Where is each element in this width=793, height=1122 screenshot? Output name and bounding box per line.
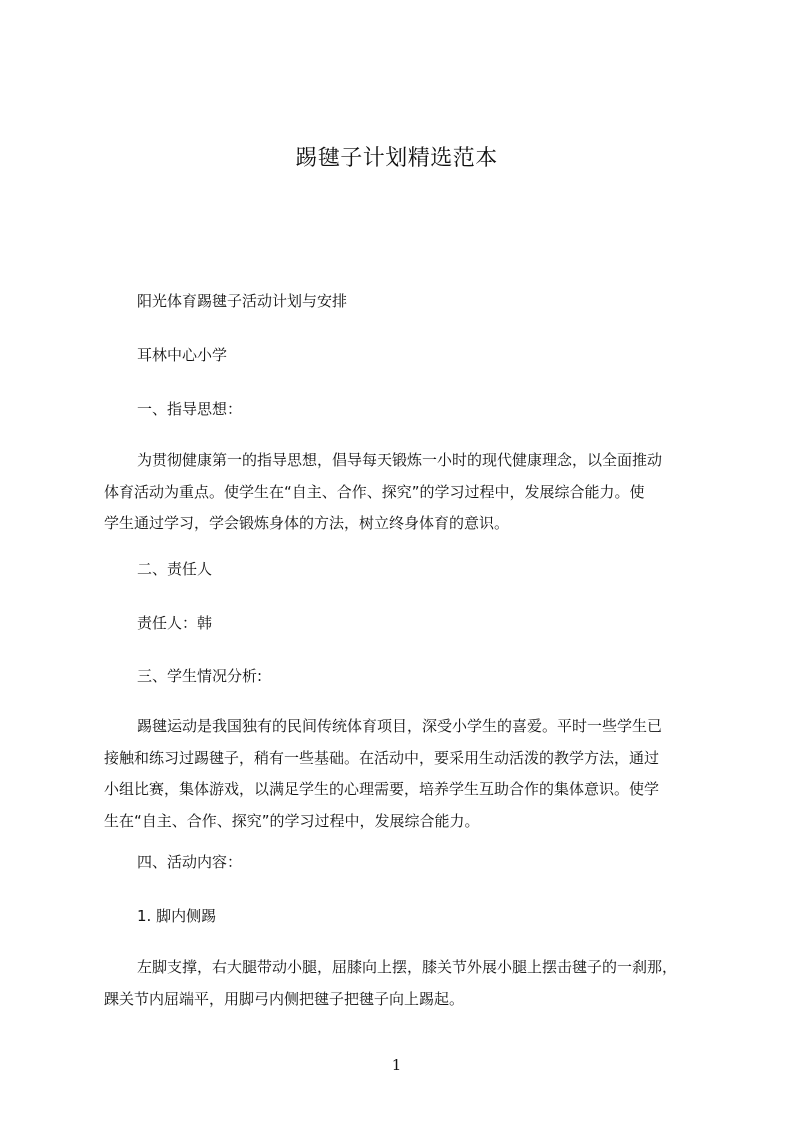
- paragraph-line: 踝关节内屈端平，用脚弓内侧把毽子把毽子向上踢起。: [104, 989, 465, 1008]
- paragraph-line: 为贯彻健康第一的指导思想，倡导每天锻炼一小时的现代健康理念，以全面推动: [137, 451, 663, 469]
- paragraph-line: 踢毽运动是我国独有的民间传统体育项目，深受小学生的喜爱。平时一些学生已: [137, 717, 663, 735]
- school-name: 耳林中心小学: [137, 346, 228, 364]
- section-heading-student-analysis: 三、学生情况分析:: [137, 667, 263, 685]
- paragraph-line: 生在“自主、合作、探究”的学习过程中，发展综合能力。: [104, 811, 480, 830]
- paragraph-line: 体育活动为重点。使学生在“自主、合作、探究”的学习过程中，发展综合能力。使: [104, 482, 645, 501]
- page-title: 踢毽子计划精选范本: [295, 146, 498, 171]
- responsible-person: 责任人：韩: [137, 614, 213, 632]
- paragraph-inside-foot-kick: [104, 952, 714, 1015]
- paragraph-guiding-ideology: [104, 445, 714, 540]
- paragraph-line: 学生通过学习，学会锻炼身体的方法，树立终身体育的意识。: [104, 514, 510, 532]
- item-heading-inside-foot-kick: 1. 脚内侧踢: [137, 907, 217, 925]
- paragraph-line: 小组比赛，集体游戏，以满足学生的心理需要，培养学生互助合作的集体意识。使学: [104, 780, 660, 798]
- section-heading-guiding-ideology: 一、指导思想：: [137, 400, 243, 418]
- paragraph-line: 左脚支撑，右大腿带动小腿，屈膝向上摆，膝关节外展小腿上摆击毽子的一刹那，: [137, 958, 678, 976]
- section-heading-responsible: 二、责任人: [137, 560, 213, 578]
- subtitle: 阳光体育踢毽子活动计划与安排: [137, 292, 348, 310]
- page-number: 1: [391, 1056, 402, 1074]
- section-heading-activity-content: 四、活动内容：: [137, 853, 243, 871]
- paragraph-student-analysis: [104, 711, 714, 837]
- paragraph-line: 接触和练习过踢毽子，稍有一些基础。在活动中，要采用生动活泼的教学方法，通过: [104, 748, 660, 767]
